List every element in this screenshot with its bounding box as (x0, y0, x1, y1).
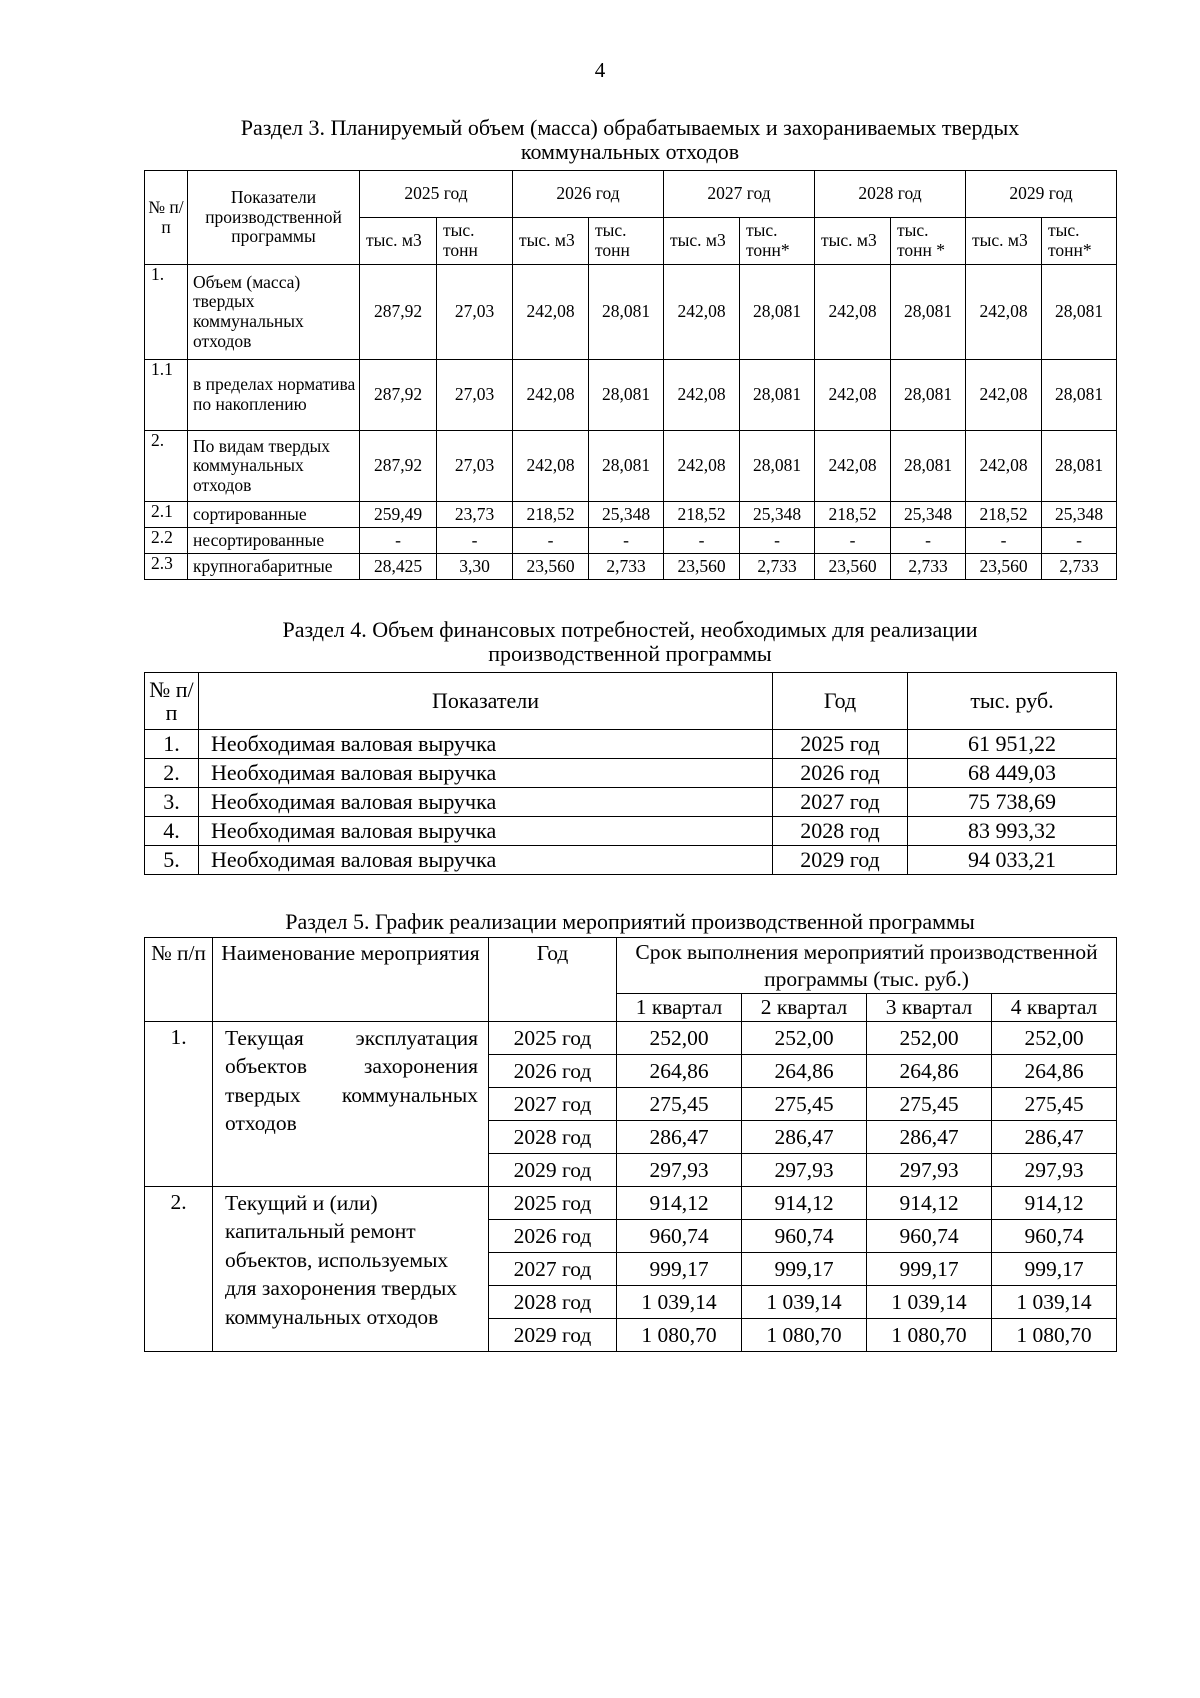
cell: 242,08 (815, 431, 891, 502)
cell: - (891, 528, 966, 554)
row-num: 5. (145, 846, 199, 875)
hdr-num: № п/п (145, 938, 213, 1022)
hdr-quarter: 2 квартал (742, 994, 867, 1022)
cell: 297,93 (867, 1154, 992, 1187)
section3-title-line2: коммунальных отходов (520, 138, 740, 164)
cell: 28,081 (891, 431, 966, 502)
cell: 242,08 (664, 360, 740, 431)
cell: 25,348 (589, 502, 664, 528)
cell: 275,45 (867, 1088, 992, 1121)
cell: 2,733 (589, 554, 664, 580)
cell: 242,08 (966, 360, 1042, 431)
cell: 28,081 (589, 265, 664, 360)
hdr-unit: тыс. тонн* (740, 218, 815, 265)
row-num: 2.2 (145, 528, 188, 554)
row-year: 2026 год (489, 1220, 617, 1253)
cell: 252,00 (992, 1022, 1117, 1055)
row-year: 2027 год (489, 1253, 617, 1286)
hdr-num: № п/п (145, 171, 188, 265)
table-row (145, 759, 1117, 788)
cell: 252,00 (742, 1022, 867, 1055)
cell: 914,12 (992, 1187, 1117, 1220)
row-amount: 75 738,69 (908, 788, 1117, 817)
section5-title: Раздел 5. График реализации мероприятий производственной программы (285, 909, 975, 934)
cell: 23,560 (966, 554, 1042, 580)
hdr-name: Наименование мероприятия (213, 938, 489, 1022)
cell: 1 080,70 (992, 1319, 1117, 1352)
cell: 2,733 (891, 554, 966, 580)
cell: 28,081 (891, 360, 966, 431)
group-name: Текущая эксплуатация объектов захоронения твердых коммунальных отходов (213, 1022, 489, 1187)
row-amount: 61 951,22 (908, 730, 1117, 759)
cell: 218,52 (664, 502, 740, 528)
cell: 999,17 (992, 1253, 1117, 1286)
cell: 1 080,70 (617, 1319, 742, 1352)
cell: - (966, 528, 1042, 554)
hdr-quarter: 3 квартал (867, 994, 992, 1022)
cell: 242,08 (513, 360, 589, 431)
row-num: 4. (145, 817, 199, 846)
cell: 286,47 (742, 1121, 867, 1154)
cell: 252,00 (617, 1022, 742, 1055)
row-amount: 68 449,03 (908, 759, 1117, 788)
cell: 286,47 (617, 1121, 742, 1154)
cell: - (664, 528, 740, 554)
row-label: Необходимая валовая выручка (199, 817, 773, 846)
row-year: 2026 год (489, 1055, 617, 1088)
cell: - (360, 528, 437, 554)
cell: 242,08 (513, 431, 589, 502)
cell: 252,00 (867, 1022, 992, 1055)
cell: 1 039,14 (867, 1286, 992, 1319)
cell: 1 039,14 (742, 1286, 867, 1319)
cell: 23,560 (664, 554, 740, 580)
cell: 28,081 (740, 360, 815, 431)
cell: - (1042, 528, 1117, 554)
cell: 23,560 (815, 554, 891, 580)
cell: 218,52 (513, 502, 589, 528)
row-label: Необходимая валовая выручка (199, 759, 773, 788)
row-year: 2027 год (489, 1088, 617, 1121)
group-num: 1. (145, 1022, 213, 1187)
cell: 28,081 (1042, 360, 1117, 431)
row-year: 2028 год (489, 1286, 617, 1319)
hdr-quarter: 4 квартал (992, 994, 1117, 1022)
hdr-indicator: Показатели производственной программы (188, 171, 360, 265)
row-year: 2025 год (773, 730, 908, 759)
cell: 286,47 (992, 1121, 1117, 1154)
cell: 999,17 (617, 1253, 742, 1286)
page-number: 4 (594, 58, 606, 82)
row-year: 2025 год (489, 1022, 617, 1055)
row-num: 2.1 (145, 502, 188, 528)
row-num: 3. (145, 788, 199, 817)
cell: 1 080,70 (867, 1319, 992, 1352)
cell: 25,348 (1042, 502, 1117, 528)
hdr-unit: тыс. тонн (589, 218, 664, 265)
hdr-num: № п/п (145, 673, 199, 730)
section5-table (144, 937, 1117, 1352)
cell: 999,17 (742, 1253, 867, 1286)
row-num: 2. (145, 431, 188, 502)
row-year: 2029 год (489, 1319, 617, 1352)
hdr-year: 2027 год (664, 171, 815, 218)
cell: 242,08 (966, 265, 1042, 360)
cell: 264,86 (617, 1055, 742, 1088)
hdr-unit: тыс. тонн (437, 218, 513, 265)
row-label: несортированные (188, 528, 360, 554)
row-num: 1. (145, 265, 188, 360)
cell: 27,03 (437, 265, 513, 360)
row-label: Необходимая валовая выручка (199, 730, 773, 759)
cell: 28,081 (589, 360, 664, 431)
section4-table (144, 672, 1117, 875)
section3-table (144, 170, 1117, 580)
cell: 28,425 (360, 554, 437, 580)
hdr-unit: тыс. тонн* (1042, 218, 1117, 265)
cell: 28,081 (589, 431, 664, 502)
row-label: Объем (масса) твердых коммунальных отходов (188, 265, 360, 360)
cell: 259,49 (360, 502, 437, 528)
hdr-unit: тыс. м3 (513, 218, 589, 265)
cell: 28,081 (891, 265, 966, 360)
cell: 242,08 (815, 360, 891, 431)
hdr-quarter: 1 квартал (617, 994, 742, 1022)
cell: 297,93 (617, 1154, 742, 1187)
hdr-year: 2029 год (966, 171, 1117, 218)
cell: 28,081 (740, 265, 815, 360)
hdr-unit: тыс. тонн * (891, 218, 966, 265)
cell: 25,348 (891, 502, 966, 528)
row-label: Необходимая валовая выручка (199, 846, 773, 875)
cell: 264,86 (742, 1055, 867, 1088)
table-row (145, 817, 1117, 846)
cell: - (437, 528, 513, 554)
table-row (145, 788, 1117, 817)
cell: 3,30 (437, 554, 513, 580)
cell: 287,92 (360, 431, 437, 502)
row-label: По видам твердых коммунальных отходов (188, 431, 360, 502)
cell: - (513, 528, 589, 554)
cell: 218,52 (815, 502, 891, 528)
cell: 2,733 (1042, 554, 1117, 580)
hdr-year: 2026 год (513, 171, 664, 218)
section4-title-line2: производственной программы (488, 640, 772, 666)
row-label: Необходимая валовая выручка (199, 788, 773, 817)
cell: - (740, 528, 815, 554)
row-year: 2026 год (773, 759, 908, 788)
row-year: 2029 год (773, 846, 908, 875)
cell: 999,17 (867, 1253, 992, 1286)
hdr-unit: тыс. м3 (664, 218, 740, 265)
cell: 960,74 (742, 1220, 867, 1253)
row-num: 2. (145, 759, 199, 788)
table-row (145, 360, 1117, 431)
cell: 960,74 (617, 1220, 742, 1253)
cell: 1 080,70 (742, 1319, 867, 1352)
cell: 27,03 (437, 431, 513, 502)
row-amount: 83 993,32 (908, 817, 1117, 846)
row-amount: 94 033,21 (908, 846, 1117, 875)
cell: 27,03 (437, 360, 513, 431)
row-year: 2027 год (773, 788, 908, 817)
cell: 28,081 (1042, 265, 1117, 360)
cell: 242,08 (513, 265, 589, 360)
hdr-amount: тыс. руб. (908, 673, 1117, 730)
cell: 242,08 (664, 265, 740, 360)
hdr-year: Год (773, 673, 908, 730)
hdr-year: Год (489, 938, 617, 1022)
row-num: 1.1 (145, 360, 188, 431)
row-num: 1. (145, 730, 199, 759)
cell: 218,52 (966, 502, 1042, 528)
hdr-year: 2025 год (360, 171, 513, 218)
cell: 242,08 (815, 265, 891, 360)
cell: 23,560 (513, 554, 589, 580)
cell: 297,93 (742, 1154, 867, 1187)
cell: 242,08 (966, 431, 1042, 502)
table-row (145, 502, 1117, 528)
row-year: 2028 год (489, 1121, 617, 1154)
group-name: Текущий и (или) капитальный ремонт объектов, используемых для захоронения твердых коммунальных отходов (213, 1187, 489, 1352)
cell: 914,12 (742, 1187, 867, 1220)
row-num: 2.3 (145, 554, 188, 580)
cell: 275,45 (617, 1088, 742, 1121)
hdr-year: 2028 год (815, 171, 966, 218)
row-label: сортированные (188, 502, 360, 528)
cell: 264,86 (992, 1055, 1117, 1088)
table-row (145, 528, 1117, 554)
cell: 1 039,14 (617, 1286, 742, 1319)
table-row (145, 1187, 1117, 1220)
cell: 1 039,14 (992, 1286, 1117, 1319)
cell: - (815, 528, 891, 554)
cell: 23,73 (437, 502, 513, 528)
cell: 25,348 (740, 502, 815, 528)
cell: 960,74 (992, 1220, 1117, 1253)
cell: 297,93 (992, 1154, 1117, 1187)
hdr-indicator: Показатели (199, 673, 773, 730)
cell: 2,733 (740, 554, 815, 580)
row-label: в пределах норматива по накоплению (188, 360, 360, 431)
section3-title-line1: Раздел 3. Планируемый объем (масса) обрабатываемых и захораниваемых твердых (240, 115, 1020, 140)
table-row (145, 846, 1117, 875)
row-year: 2029 год (489, 1154, 617, 1187)
cell: - (589, 528, 664, 554)
cell: 960,74 (867, 1220, 992, 1253)
hdr-unit: тыс. м3 (966, 218, 1042, 265)
group-num: 2. (145, 1187, 213, 1352)
table-row (145, 1022, 1117, 1055)
table-row (145, 730, 1117, 759)
cell: 28,081 (740, 431, 815, 502)
cell: 287,92 (360, 360, 437, 431)
table-row (145, 265, 1117, 360)
cell: 287,92 (360, 265, 437, 360)
section4-title (144, 618, 1116, 666)
cell: 275,45 (742, 1088, 867, 1121)
row-label: крупногабаритные (188, 554, 360, 580)
cell: 914,12 (617, 1187, 742, 1220)
table-row (145, 554, 1117, 580)
cell: 264,86 (867, 1055, 992, 1088)
row-year: 2025 год (489, 1187, 617, 1220)
cell: 914,12 (867, 1187, 992, 1220)
section4-title-line1: Раздел 4. Объем финансовых потребностей, необходимых для реализации (282, 617, 978, 642)
cell: 275,45 (992, 1088, 1117, 1121)
hdr-unit: тыс. м3 (360, 218, 437, 265)
cell: 286,47 (867, 1121, 992, 1154)
hdr-unit: тыс. м3 (815, 218, 891, 265)
row-year: 2028 год (773, 817, 908, 846)
cell: 242,08 (664, 431, 740, 502)
table-row (145, 431, 1117, 502)
section3-title (144, 116, 1116, 164)
cell: 28,081 (1042, 431, 1117, 502)
hdr-term: Срок выполнения мероприятий производственной программы (тыс. руб.) (617, 938, 1117, 994)
